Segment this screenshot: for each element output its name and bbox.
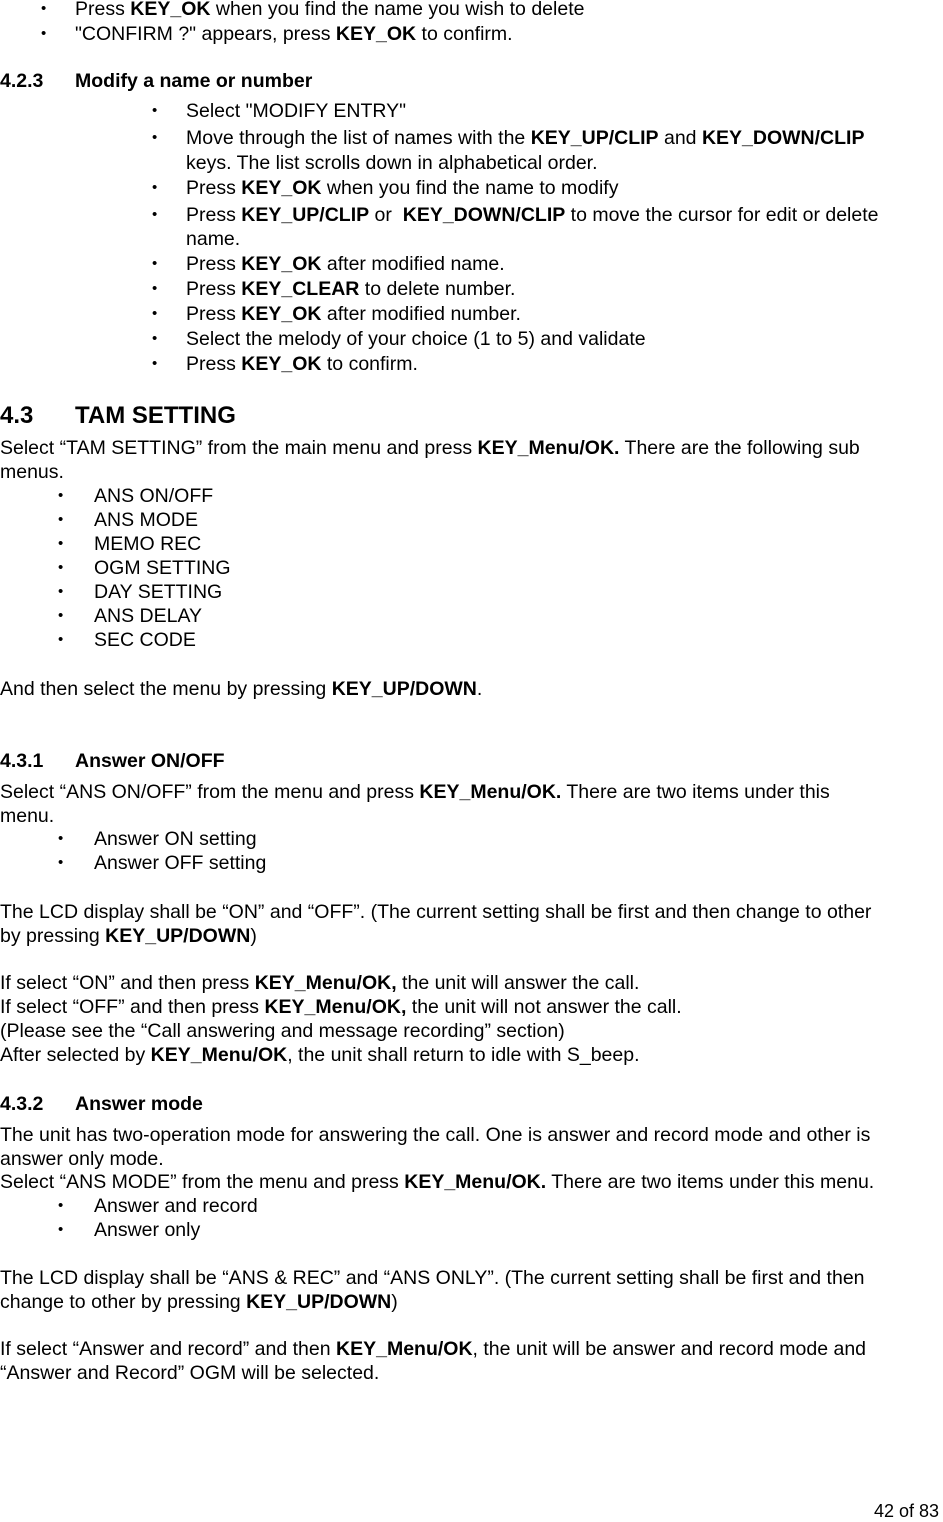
tam-menu-item: SEC CODE [94, 629, 196, 651]
tam-intro-cont: menus. [0, 461, 64, 483]
tam-menu-item: ANS MODE [94, 509, 199, 531]
ansonoff-p3: If select “ON” and then press KEY_Menu/OK, the unit will answer the call. [0, 972, 640, 994]
ansonoff-p6: After selected by KEY_Menu/OK, the unit shall return to idle with S_beep. [0, 1044, 640, 1066]
tam-menu-item: ANS ON/OFF [94, 485, 214, 507]
bullet-dot: • [152, 206, 158, 223]
top-bullet-2: "CONFIRM ?" appears, press KEY_OK to confirm. [75, 23, 513, 45]
ansonoff-p5: (Please see the “Call answering and message recording” section) [0, 1020, 565, 1042]
ansmode-p1-cont: answer only mode. [0, 1148, 164, 1170]
modify-step-8: Select the melody of your choice (1 to 5) and validate [186, 328, 646, 350]
ansonoff-p2: The LCD display shall be “ON” and “OFF”. (The current setting shall be first and then change to other [0, 901, 872, 923]
section-number-431: 4.3.1 [0, 750, 44, 772]
modify-step-1: Select "MODIFY ENTRY" [186, 100, 407, 122]
tam-menu-item: MEMO REC [94, 533, 202, 555]
tam-intro: Select “TAM SETTING” from the main menu and press KEY_Menu/OK. There are the following sub [0, 437, 860, 459]
bullet-dot: • [58, 1197, 64, 1214]
bullet-dot: • [152, 129, 158, 146]
ansmode-p1: The unit has two-operation mode for answering the call. One is answer and record mode and other is [0, 1124, 871, 1146]
tam-menu-item: ANS DELAY [94, 605, 203, 627]
ansmode-p4-cont: “Answer and Record” OGM will be selected. [0, 1362, 380, 1384]
tam-menu-item: DAY SETTING [94, 581, 223, 603]
ansmode-item: Answer only [94, 1219, 201, 1241]
section-title-432: Answer mode [75, 1093, 203, 1115]
tam-menu-item: OGM SETTING [94, 557, 231, 579]
ansonoff-item: Answer OFF setting [94, 852, 267, 874]
bullet-dot: • [58, 1221, 64, 1238]
bullet-dot: • [58, 487, 64, 504]
section-title-43: TAM SETTING [75, 402, 236, 429]
ansmode-p3-cont: change to other by pressing KEY_UP/DOWN) [0, 1291, 398, 1313]
page-number: 42 of 83 [873, 1501, 939, 1521]
modify-step-4-cont: name. [186, 228, 241, 250]
top-bullet-1: Press KEY_OK when you find the name you wish to delete [75, 0, 585, 20]
ansmode-p2: Select “ANS MODE” from the menu and press KEY_Menu/OK. There are two items under this menu. [0, 1171, 875, 1193]
modify-step-9: Press KEY_OK to confirm. [186, 353, 418, 375]
bullet-dot: • [58, 511, 64, 528]
modify-step-6: Press KEY_CLEAR to delete number. [186, 278, 516, 300]
ansonoff-p1: Select “ANS ON/OFF” from the menu and press KEY_Menu/OK. There are two items under this [0, 781, 830, 803]
section-title-431: Answer ON/OFF [75, 750, 225, 772]
bullet-dot: • [152, 305, 158, 322]
ansmode-p3: The LCD display shall be “ANS & REC” and “ANS ONLY”. (The current setting shall be first and then [0, 1267, 865, 1289]
bullet-dot: • [58, 607, 64, 624]
bullet-dot: • [41, 25, 47, 42]
bullet-dot: • [41, 0, 47, 17]
modify-step-3: Press KEY_OK when you find the name to modify [186, 177, 619, 199]
bullet-dot: • [152, 179, 158, 196]
bullet-dot: • [152, 102, 158, 119]
ansmode-item: Answer and record [94, 1195, 258, 1217]
ansonoff-p4: If select “OFF” and then press KEY_Menu/OK, the unit will not answer the call. [0, 996, 682, 1018]
bullet-dot: • [152, 330, 158, 347]
section-number-43: 4.3 [0, 402, 34, 429]
bullet-dot: • [58, 631, 64, 648]
bullet-dot: • [152, 280, 158, 297]
bullet-dot: • [58, 535, 64, 552]
bullet-dot: • [58, 830, 64, 847]
modify-step-2-cont: keys. The list scrolls down in alphabetical order. [186, 152, 598, 174]
bullet-dot: • [58, 854, 64, 871]
ansonoff-p1-cont: menu. [0, 805, 55, 827]
bullet-dot: • [152, 355, 158, 372]
bullet-dot: • [152, 255, 158, 272]
tam-then: And then select the menu by pressing KEY_UP/DOWN. [0, 678, 483, 700]
bullet-dot: • [58, 583, 64, 600]
modify-step-2: Move through the list of names with the KEY_UP/CLIP and KEY_DOWN/CLIP [186, 127, 865, 149]
ansmode-p4: If select “Answer and record” and then KEY_Menu/OK, the unit will be answer and record mode and [0, 1338, 867, 1360]
modify-step-5: Press KEY_OK after modified name. [186, 253, 505, 275]
modify-step-4: Press KEY_UP/CLIP or KEY_DOWN/CLIP to move the cursor for edit or delete [186, 204, 879, 226]
modify-step-7: Press KEY_OK after modified number. [186, 303, 521, 325]
ansonoff-item: Answer ON setting [94, 828, 257, 850]
bullet-dot: • [58, 559, 64, 576]
section-title-423: Modify a name or number [75, 70, 313, 92]
section-number-432: 4.3.2 [0, 1093, 44, 1115]
section-number-423: 4.2.3 [0, 70, 44, 92]
ansonoff-p2-cont: by pressing KEY_UP/DOWN) [0, 925, 257, 947]
